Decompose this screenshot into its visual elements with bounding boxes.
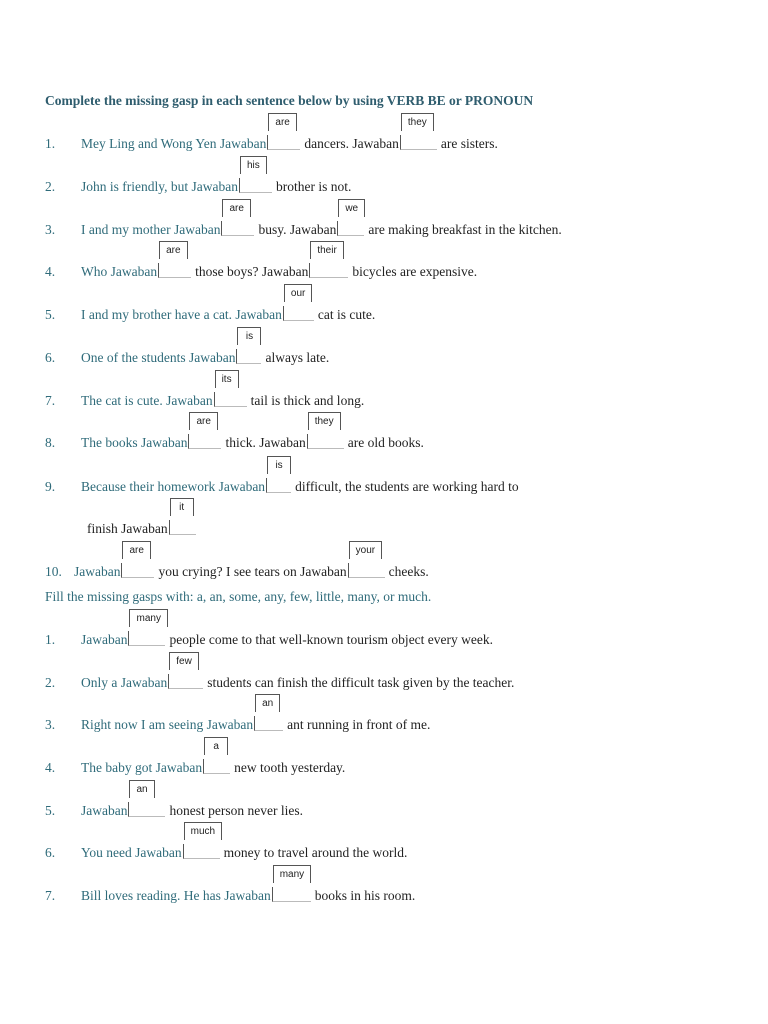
answer-field[interactable] — [128, 613, 165, 646]
answer-field[interactable] — [203, 741, 230, 774]
answer-value: they — [401, 113, 434, 131]
question-number: 4. — [45, 264, 56, 279]
answer-field[interactable] — [254, 698, 283, 731]
section2-heading: Fill the missing gasps with: a, an, some, any, few, little, many, or much. — [45, 589, 432, 604]
sentence-text: You need Jawaban — [81, 845, 182, 860]
sentence-text: Jawaban — [74, 564, 121, 579]
answer-value: our — [284, 284, 312, 302]
sentence-text: those boys? Jawaban — [195, 264, 309, 279]
answer-field[interactable] — [239, 160, 272, 193]
question-sentence — [81, 416, 424, 451]
sentence-text: finish Jawaban — [87, 521, 168, 536]
sentence-text: Mey Ling and Wong Yen Jawaban — [81, 136, 267, 151]
sentence-text: Right now I am seeing Jawaban — [81, 717, 254, 732]
sentence-text: ant running in front of me. — [287, 717, 431, 732]
answer-field[interactable] — [272, 869, 311, 902]
question-sentence — [81, 374, 365, 409]
question-sentence — [81, 160, 352, 195]
question-sentence — [81, 784, 303, 819]
answer-value: is — [267, 456, 291, 474]
answer-field[interactable] — [283, 288, 314, 321]
answer-value: many — [273, 865, 311, 883]
question-sentence — [81, 203, 562, 238]
sentence-text: you crying? I see tears on Jawaban — [158, 564, 347, 579]
sentence-text: busy. Jawaban — [258, 222, 337, 237]
sentence-text: cheeks. — [388, 564, 429, 579]
answer-value: are — [122, 541, 150, 559]
answer-value: its — [215, 370, 239, 388]
sentence-text: Only a Jawaban — [81, 675, 168, 690]
answer-field[interactable] — [169, 502, 196, 535]
sentence-text: thick. Jawaban — [225, 435, 306, 450]
question-continuation — [87, 502, 200, 537]
answer-value: a — [204, 737, 228, 755]
answer-value: are — [159, 241, 187, 259]
question-number: 6. — [45, 845, 56, 860]
answer-field[interactable] — [158, 245, 191, 278]
answer-value: their — [310, 241, 343, 259]
question-number: 5. — [45, 307, 56, 322]
sentence-text: John is friendly, but Jawaban — [81, 179, 238, 194]
answer-field[interactable] — [400, 117, 437, 150]
sentence-text: The baby got Jawaban — [81, 760, 203, 775]
answer-field[interactable] — [337, 203, 364, 236]
section1-heading: Complete the missing gasp in each sentence below by using VERB BE or PRONOUN — [45, 93, 534, 108]
question-sentence — [81, 869, 416, 904]
question-number: 3. — [45, 717, 56, 732]
sentence-text: money to travel around the world. — [223, 845, 408, 860]
sentence-text: cat is cute. — [317, 307, 376, 322]
answer-field[interactable] — [214, 374, 247, 407]
sentence-text: are old books. — [347, 435, 424, 450]
answer-value: many — [129, 609, 167, 627]
sentence-text: The books Jawaban — [81, 435, 188, 450]
question-sentence — [81, 656, 515, 691]
question-sentence — [81, 613, 494, 648]
sentence-text: brother is not. — [275, 179, 352, 194]
question-sentence — [81, 741, 346, 776]
question-sentence — [81, 460, 519, 495]
question-sentence — [74, 545, 429, 580]
sentence-text: Because their homework Jawaban — [81, 479, 266, 494]
question-number: 7. — [45, 888, 56, 903]
question-sentence — [81, 826, 408, 861]
sentence-text: I and my brother have a cat. Jawaban — [81, 307, 282, 322]
answer-value: much — [184, 822, 222, 840]
question-number: 1. — [45, 632, 56, 647]
answer-value: his — [240, 156, 267, 174]
question-number: 8. — [45, 435, 56, 450]
answer-value: are — [222, 199, 250, 217]
sentence-text: new tooth yesterday. — [234, 760, 346, 775]
sentence-text: honest person never lies. — [169, 803, 303, 818]
sentence-text: One of the students Jawaban — [81, 350, 236, 365]
answer-field[interactable] — [221, 203, 254, 236]
question-number: 4. — [45, 760, 56, 775]
answer-value: your — [349, 541, 382, 559]
sentence-text: Bill loves reading. He has Jawaban — [81, 888, 271, 903]
sentence-text: always late. — [265, 350, 330, 365]
sentence-text: The cat is cute. Jawaban — [81, 393, 213, 408]
answer-value: they — [308, 412, 341, 430]
sentence-text: tail is thick and long. — [250, 393, 365, 408]
answer-value: are — [189, 412, 217, 430]
answer-field[interactable] — [266, 460, 291, 493]
answer-value: an — [255, 694, 280, 712]
answer-field[interactable] — [309, 245, 348, 278]
question-sentence — [81, 245, 478, 280]
question-sentence — [81, 331, 330, 366]
sentence-text: students can finish the difficult task given by the teacher. — [207, 675, 515, 690]
answer-value: an — [129, 780, 154, 798]
sentence-text: books in his room. — [314, 888, 416, 903]
answer-field[interactable] — [128, 784, 165, 817]
question-sentence — [81, 698, 431, 733]
question-number: 2. — [45, 675, 56, 690]
answer-value: few — [169, 652, 199, 670]
answer-value: it — [170, 498, 194, 516]
sentence-text: people come to that well-known tourism object every week. — [169, 632, 494, 647]
answer-field[interactable] — [348, 545, 385, 578]
answer-field[interactable] — [168, 656, 203, 689]
question-number: 2. — [45, 179, 56, 194]
sentence-text: Who Jawaban — [81, 264, 158, 279]
question-number: 6. — [45, 350, 56, 365]
answer-field[interactable] — [236, 331, 261, 364]
answer-field[interactable] — [188, 416, 221, 449]
answer-field[interactable] — [183, 826, 220, 859]
question-number: 5. — [45, 803, 56, 818]
answer-value: we — [338, 199, 365, 217]
question-number: 10. — [45, 564, 62, 579]
sentence-text: Jawaban — [81, 632, 128, 647]
sentence-text: are sisters. — [440, 136, 498, 151]
sentence-text: are making breakfast in the kitchen. — [368, 222, 562, 237]
answer-field[interactable] — [121, 545, 154, 578]
question-sentence — [81, 117, 498, 152]
answer-value: is — [237, 327, 261, 345]
question-number: 7. — [45, 393, 56, 408]
sentence-text: difficult, the students are working hard to — [295, 479, 519, 494]
sentence-text: Jawaban — [81, 803, 128, 818]
question-number: 9. — [45, 479, 56, 494]
answer-value: are — [268, 113, 296, 131]
question-sentence — [81, 288, 376, 323]
sentence-text: dancers. Jawaban — [304, 136, 399, 151]
answer-field[interactable] — [307, 416, 344, 449]
answer-field[interactable] — [267, 117, 300, 150]
sentence-text: I and my mother Jawaban — [81, 222, 221, 237]
question-number: 1. — [45, 136, 56, 151]
sentence-text: bicycles are expensive. — [352, 264, 478, 279]
question-number: 3. — [45, 222, 56, 237]
